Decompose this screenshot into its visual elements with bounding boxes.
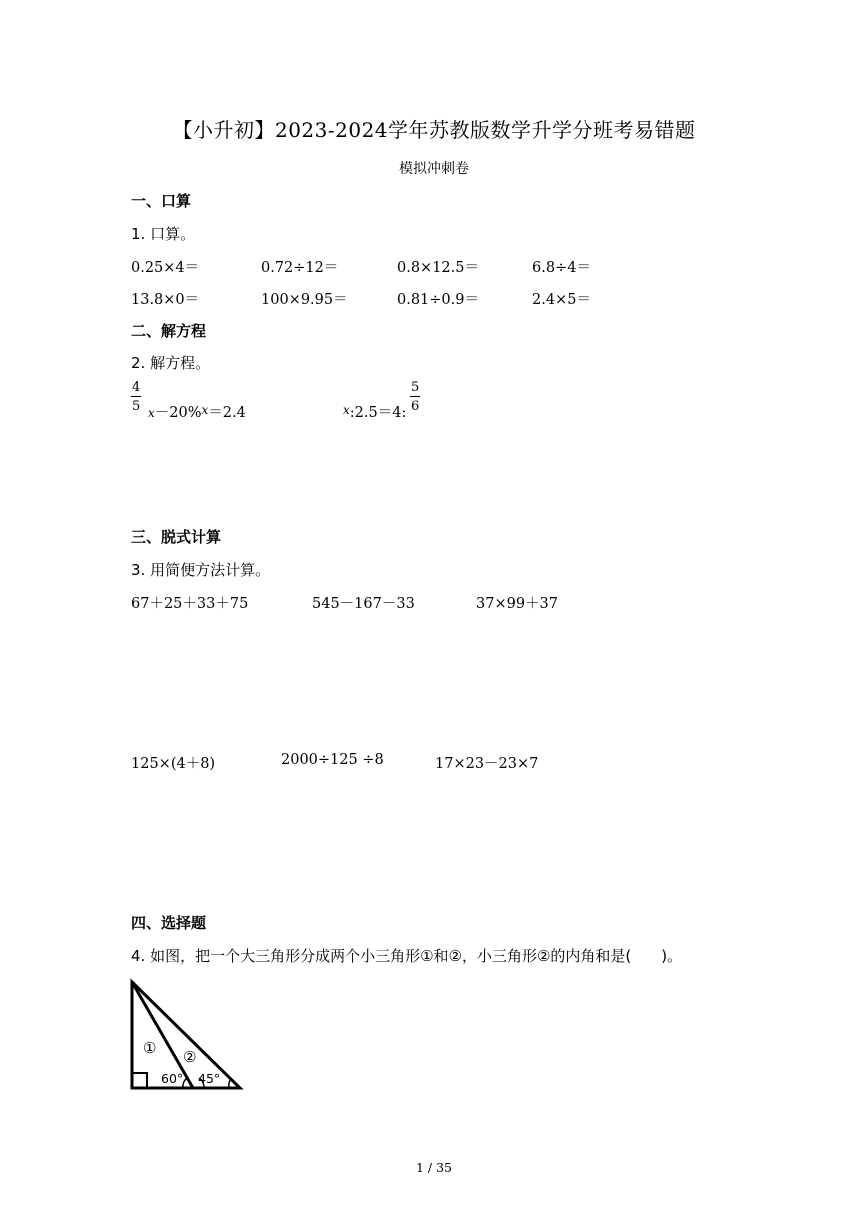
q1-item: 0.72÷12＝ — [261, 260, 339, 276]
question-1-label: 1. 口算。 — [131, 225, 196, 243]
equation-1 — [148, 401, 246, 422]
equation-variable: x — [201, 403, 209, 417]
right-angle-mark — [132, 1073, 147, 1088]
section-heading-equations: 二、解方程 — [131, 322, 207, 340]
q3-item: 2000÷125 ÷8 — [281, 752, 384, 768]
triangle-figure — [125, 975, 250, 1095]
angle-label-45: 45° — [198, 1071, 221, 1086]
equation-rhs: ＝2.4 — [208, 405, 246, 421]
angle-label-60: 60° — [161, 1071, 184, 1086]
q1-item: 100×9.95＝ — [261, 292, 348, 308]
q1-item: 0.25×4＝ — [131, 260, 200, 276]
q1-item: 13.8×0＝ — [131, 292, 200, 308]
q3-item: 17×23－23×7 — [435, 756, 539, 772]
q3-item: 545－167－33 — [312, 596, 415, 612]
equation-variable: x — [343, 403, 350, 417]
triangle-label-1: ① — [143, 1039, 157, 1057]
fraction-numerator: 4 — [132, 380, 141, 395]
equation-2-fraction — [410, 381, 420, 413]
section-heading-mental-math: 一、口算 — [131, 192, 192, 210]
q1-item: 0.81÷0.9＝ — [397, 292, 479, 308]
equation-1-fraction — [131, 381, 141, 413]
page-subtitle: 模拟冲刺卷 — [399, 161, 469, 177]
question-2-label: 2. 解方程。 — [131, 354, 211, 372]
triangle-label-2: ② — [183, 1048, 197, 1066]
page-number: 1 / 35 — [415, 1160, 453, 1175]
page-title: 【小升初】2023-2024学年苏教版数学升学分班考易错题 — [172, 118, 696, 142]
equation-term: :2.5＝4: — [349, 405, 407, 421]
equation-variable: x — [148, 406, 155, 420]
q1-item: 6.8÷4＝ — [532, 260, 591, 276]
fraction-numerator: 5 — [411, 380, 420, 395]
question-3-label: 3. 用简便方法计算。 — [131, 561, 271, 579]
fraction-denominator: 6 — [411, 399, 420, 414]
equation-2 — [343, 401, 406, 422]
section-heading-calculation: 三、脱式计算 — [131, 528, 222, 546]
q1-item: 0.8×12.5＝ — [397, 260, 479, 276]
question-4-text: 4. 如图，把一个大三角形分成两个小三角形①和②，小三角形②的内角和是( )。 — [131, 947, 683, 965]
equation-term: －20% — [154, 405, 202, 421]
section-heading-choice: 四、选择题 — [131, 914, 207, 932]
q3-item: 125×(4＋8) — [131, 756, 216, 772]
big-triangle — [132, 982, 240, 1088]
q1-item: 2.4×5＝ — [532, 292, 591, 308]
q3-item: 37×99＋37 — [476, 596, 559, 612]
fraction-denominator: 5 — [132, 399, 141, 414]
q3-item: 67＋25＋33＋75 — [131, 596, 249, 612]
